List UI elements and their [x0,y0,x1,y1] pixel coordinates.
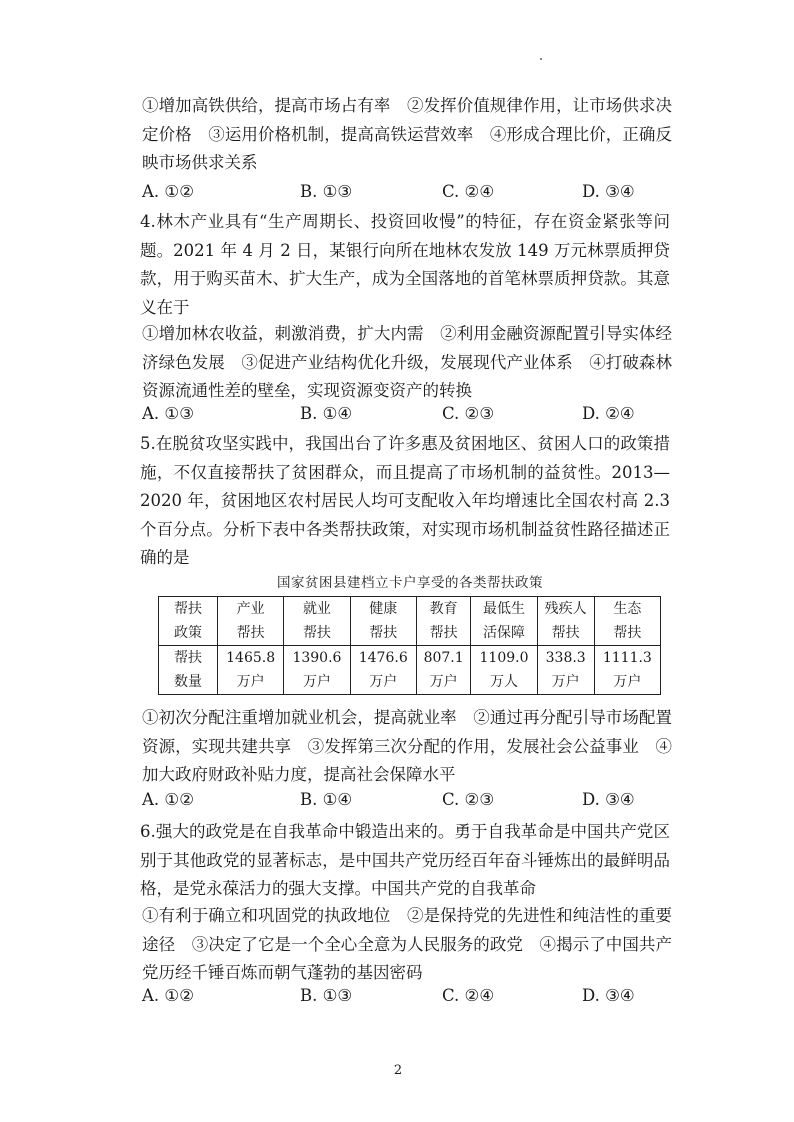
table-cell: 残疾人 [537,597,594,622]
table-row-policy-bottom [159,621,661,646]
q5-option-b[interactable]: B. ①④ [300,790,353,809]
q4-options [142,404,672,430]
q5-options [142,790,672,816]
q6-option-c[interactable]: C. ②④ [442,986,495,1005]
q4-option-d[interactable]: D. ②④ [582,404,635,423]
table-cell: 帮扶 [218,621,284,646]
table-cell: 帮扶 [284,621,350,646]
table-cell: 帮扶 [416,621,470,646]
table-cell: 产业 [218,597,284,622]
scan-speck [540,58,542,60]
table-cell: 帮扶 [350,621,416,646]
q6-option-b[interactable]: B. ①③ [300,986,353,1005]
table-row-count-top [159,646,661,671]
table-cell: 万人 [471,670,537,695]
q4-option-c[interactable]: C. ②③ [442,404,495,423]
table-cell: 就业 [284,597,350,622]
q5-statements: ①初次分配注重增加就业机会，提高就业率 ②通过再分配引导市场配置资源，实现共建共享 ③发挥第三次分配的作用，发展社会公益事业 ④加大政府财政补贴力度，提高社会保障水平 [142,708,672,784]
table-cell: 生态 [594,597,660,622]
table-cell: 教育 [416,597,470,622]
table-cell: 活保障 [471,621,537,646]
table-cell: 万户 [350,670,416,695]
table-cell: 1109.0 [471,646,537,671]
table-cell: 万户 [416,670,470,695]
q4-option-a[interactable]: A. ①③ [142,404,194,423]
q4-option-b[interactable]: B. ①④ [300,404,353,423]
table-cell: 万户 [594,670,660,695]
table-cell: 健康 [350,597,416,622]
q3-options [142,182,672,208]
page-number: 2 [393,1063,403,1078]
q5-option-c[interactable]: C. ②③ [442,790,495,809]
aid-policy-table [158,596,661,695]
table-cell: 帮扶 [594,621,660,646]
table-cell: 帮扶 [159,597,218,622]
table-row-policy-top [159,597,661,622]
table-cell: 数量 [159,670,218,695]
table-caption: 国家贫困县建档立卡户享受的各类帮扶政策 [277,575,543,591]
table-cell: 帮扶 [159,646,218,671]
table-cell: 万户 [537,670,594,695]
q3-statements: ①增加高铁供给，提高市场占有率 ②发挥价值规律作用，让市场供求决定价格 ③运用价格机制，提高高铁运营效率 ④形成合理比价，正确反映市场供求关系 [142,96,672,172]
q6-stem: 6.强大的政党是在自我革命中锻造出来的。勇于自我革命是中国共产党区别于其他政党的显著标志，是中国共产党历经百年奋斗锤炼出的最鲜明品格，是党永葆活力的强大支撑。中国共产党的自我革命 [140,822,670,898]
q6-statements: ①有利于确立和巩固党的执政地位 ②是保持党的先进性和纯洁性的重要途径 ③决定了它是一个全心全意为人民服务的政党 ④揭示了中国共产党历经千锤百炼而朝气蓬勃的基因密码 [142,906,672,982]
q6-option-a[interactable]: A. ①② [142,986,194,1005]
q5-stem: 5.在脱贫攻坚实践中，我国出台了许多惠及贫困地区、贫困人口的政策措施，不仅直接帮扶了贫困群众，而且提高了市场机制的益贫性。2013—2020 年，贫困地区农村居民人均可支配收入年均增速比全国农村高 2.3 个百分点。分析下表中各类帮扶政策，对实现市场机制益贫性路径描述正确的是 [140,434,670,567]
table-row-count-bottom [159,670,661,695]
q6-option-d[interactable]: D. ③④ [582,986,635,1005]
table-cell: 最低生 [471,597,537,622]
q4-stem: 4.林木产业具有“生产周期长、投资回收慢”的特征，存在资金紧张等问题。2021 年 4 月 2 日，某银行向所在地林农发放 149 万元林票质押贷款，用于购买苗木、扩大生产，成为全国落地的首笔林票质押贷款。其意义在于 [140,212,670,317]
q3-option-a[interactable]: A. ①② [142,182,194,201]
q3-option-d[interactable]: D. ③④ [582,182,635,201]
table-cell: 807.1 [416,646,470,671]
q4-statements: ①增加林农收益，刺激消费，扩大内需 ②利用金融资源配置引导实体经济绿色发展 ③促进产业结构优化升级，发展现代产业体系 ④打破森林资源流通性差的壁垒，实现资源变资产的转换 [142,324,672,400]
table-cell: 1390.6 [284,646,350,671]
table-cell: 万户 [284,670,350,695]
table-cell: 1476.6 [350,646,416,671]
table-cell: 帮扶 [537,621,594,646]
q6-options [142,986,672,1012]
table-cell: 万户 [218,670,284,695]
table-cell: 1111.3 [594,646,660,671]
q5-option-d[interactable]: D. ③④ [582,790,635,809]
q3-option-b[interactable]: B. ①③ [300,182,353,201]
q5-option-a[interactable]: A. ①② [142,790,194,809]
table-cell: 政策 [159,621,218,646]
q3-option-c[interactable]: C. ②④ [442,182,495,201]
table-cell: 1465.8 [218,646,284,671]
table-cell: 338.3 [537,646,594,671]
